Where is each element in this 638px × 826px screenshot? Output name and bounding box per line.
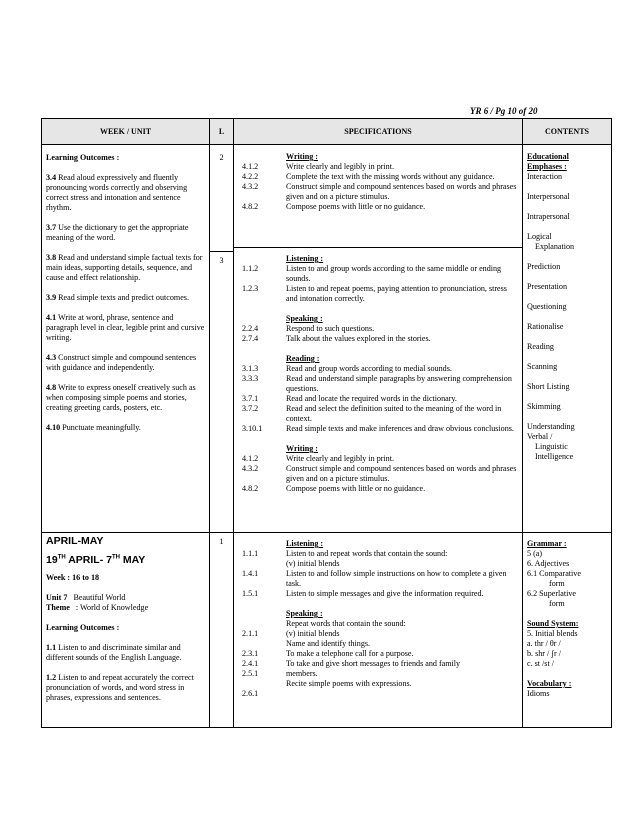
date-end-suffix: TH <box>111 554 120 561</box>
spec-text: Write clearly and legibly in print. <box>286 454 395 463</box>
spec-line <box>238 679 518 689</box>
spec-text: Construct simple and compound sentences based on words and phrases given and on a picture stimulus. <box>286 182 517 201</box>
l-value: 3 <box>210 251 233 266</box>
learning-outcomes-list <box>46 643 205 703</box>
contents-item: Intrapersonal <box>527 212 570 221</box>
spec-text: Talk about the values explored in the stories. <box>286 334 431 343</box>
outcome-text: Read aloud expressively and fluently pronouncing words correctly and observing correct stress and intonation and sentence rhythm. <box>46 173 188 212</box>
spec-text: Listen to and group words according to the same middle or ending sounds. <box>286 264 502 283</box>
grammar-item: form <box>549 579 565 588</box>
spec-text: Read and select the definition suited to the meaning of the word in context. <box>286 404 502 423</box>
spacer <box>527 332 607 342</box>
grammar-item: 6.2 Superlative <box>527 589 577 598</box>
grammar-item: 5 (a) <box>527 549 543 558</box>
contents-item: Logical <box>527 232 552 241</box>
table-row <box>42 533 612 728</box>
sound-system-item: 5. Initial blends <box>527 629 578 638</box>
spec-code: 4.2.2 <box>242 172 259 181</box>
learning-outcome-item <box>46 223 205 243</box>
spec-code: 3.3.3 <box>242 374 259 383</box>
outcome-number: 3.9 <box>46 293 57 302</box>
outcome-text: Write to express oneself creatively such as when composing simple poems and stories, creating greeting cards, posters, etc. <box>46 383 196 412</box>
spacer <box>527 372 607 382</box>
week-range: Week : 16 to 18 <box>46 573 100 582</box>
spec-text: Read and group words according to medial sounds. <box>286 364 452 373</box>
spec-text: Listen to and follow simple instructions on how to complete a given task. <box>286 569 507 588</box>
spacer <box>527 669 607 679</box>
contents-item: Reading <box>527 342 554 351</box>
spec-text: Compose poems with little or no guidance. <box>286 484 426 493</box>
spec-code: 3.10.1 <box>242 424 263 433</box>
spec-skill-heading: Speaking : <box>286 314 323 323</box>
spec-code <box>238 152 286 162</box>
spec-skill-heading: Writing : <box>286 152 318 161</box>
spec-line <box>238 649 518 659</box>
contents-item: Understanding <box>527 422 575 431</box>
spec-text: Write clearly and legibly in print. <box>286 162 395 171</box>
learning-outcome-item <box>46 353 205 373</box>
outcome-text: Punctuate meaningfully. <box>62 423 141 432</box>
spec-code: 2.2.4 <box>242 324 259 333</box>
spec-line <box>238 172 518 182</box>
spec-text: Construct simple and compound sentences based on words and phrases given and on a picture stimulus. <box>286 464 517 483</box>
spec-code <box>238 559 286 569</box>
spec-code: 4.8.2 <box>242 484 259 493</box>
contents-item: Rationalise <box>527 322 564 331</box>
spec-line <box>238 669 518 679</box>
spec-code: 2.5.1 <box>242 669 259 678</box>
spec-line <box>238 284 518 304</box>
date-start-suffix: TH <box>57 554 66 561</box>
outcome-text: Read simple texts and predict outcomes. <box>58 293 189 302</box>
unit-line <box>46 593 205 603</box>
spacer <box>238 344 518 354</box>
l-cell <box>210 145 234 533</box>
spec-line <box>238 364 518 374</box>
spec-code: 4.1.2 <box>242 454 259 463</box>
spec-heading-row <box>238 314 518 324</box>
spec-text: Listen to and repeat poems, paying attention to pronunciation, stress and intonation correctly. <box>286 284 507 303</box>
spec-text: (v) initial blends <box>286 629 340 638</box>
spec-text: Read simple texts and make inferences and draw obvious conclusions. <box>286 424 514 433</box>
learning-outcome-item <box>46 423 205 433</box>
spec-skill-heading: Speaking : <box>286 609 323 618</box>
spec-text: Respond to such questions. <box>286 324 375 333</box>
spec-code: 2.3.1 <box>242 649 259 658</box>
date-end: MAY <box>119 554 146 566</box>
outcome-number: 1.2 <box>46 673 57 682</box>
contents-item: Scanning <box>527 362 558 371</box>
learning-outcomes-heading: Learning Outcomes : <box>46 623 120 632</box>
page-header: YR 6 / Pg 10 of 20 <box>470 106 538 116</box>
spec-code <box>238 609 286 619</box>
sound-system-item: b. shr / ʃr / <box>527 649 561 658</box>
learning-outcome-item <box>46 173 205 213</box>
spec-code: 4.3.2 <box>242 182 259 191</box>
spec-code: 1.1.1 <box>242 549 259 558</box>
col-header-contents: CONTENTS <box>523 119 612 145</box>
contents-item: Short Listing <box>527 382 570 391</box>
sound-system-item: a. thr / θr / <box>527 639 561 648</box>
spec-skill-heading: Writing : <box>286 444 318 453</box>
spacer <box>527 292 607 302</box>
spec-line <box>238 394 518 404</box>
spacer <box>527 609 607 619</box>
spec-line <box>238 639 518 649</box>
spacer <box>238 599 518 609</box>
spec-line <box>238 659 518 669</box>
contents-cell <box>523 145 612 533</box>
spec-line <box>238 454 518 464</box>
contents-item: Presentation <box>527 282 568 291</box>
spec-line <box>238 559 518 569</box>
contents-item: Explanation <box>535 242 575 251</box>
outcome-text: Listen to and discriminate similar and different sounds of the English Language. <box>46 643 182 662</box>
spacer <box>527 352 607 362</box>
contents-item: Intelligence <box>535 452 574 461</box>
spec-heading-row <box>238 152 518 162</box>
unit-label: Unit 7 <box>46 593 68 602</box>
spacer <box>527 182 607 192</box>
spacer <box>527 222 607 232</box>
date-start: 19 <box>46 554 58 566</box>
learning-outcome-item <box>46 673 205 703</box>
spec-text: Read and locate the required words in the dictionary. <box>286 394 457 403</box>
learning-outcome-item <box>46 253 205 283</box>
spec-code <box>238 314 286 324</box>
spec-line <box>238 464 518 484</box>
l-value: 1 <box>210 533 234 728</box>
learning-outcome-item <box>46 383 205 413</box>
grammar-item: 6. Adjectives <box>527 559 570 568</box>
spec-code: 2.1.1 <box>242 629 259 638</box>
specifications-cell <box>234 533 523 728</box>
col-header-l: L <box>210 119 234 145</box>
grammar-heading: Grammar : <box>527 539 567 548</box>
spec-code: 1.5.1 <box>242 589 259 598</box>
spec-line <box>238 202 518 212</box>
spec-code: 3.7.1 <box>242 394 259 403</box>
spacer <box>527 312 607 322</box>
outcome-number: 3.7 <box>46 223 57 232</box>
contents-item: Skimming <box>527 402 561 411</box>
theme-value: : World of Knowledge <box>75 603 149 612</box>
specifications-cell <box>234 145 523 533</box>
spec-text: Listen to and repeat words that contain the sound: <box>286 549 448 558</box>
spec-text: Read and understand simple paragraphs by answering comprehension questions. <box>286 374 512 393</box>
outcome-number: 3.4 <box>46 173 57 182</box>
month-range: APRIL-MAY <box>46 535 104 547</box>
spec-heading-row <box>238 539 518 549</box>
spec-heading-row <box>238 444 518 454</box>
spec-code: 4.8.2 <box>242 202 259 211</box>
spec-line <box>238 182 518 202</box>
outcome-text: Listen to and repeat accurately the correct pronunciation of words, and word stress in phrases, expressions and sentences. <box>46 673 194 702</box>
l-value: 2 <box>219 153 224 162</box>
spec-code: 2.6.1 <box>242 689 259 698</box>
spec-code: 1.4.1 <box>242 569 259 578</box>
outcome-text: Construct simple and compound sentences with guidance and independently. <box>46 353 197 372</box>
outcome-number: 1.1 <box>46 643 57 652</box>
spec-text: To take and give short messages to friends and family <box>286 659 461 668</box>
spacer <box>527 392 607 402</box>
vocabulary-item: Idioms <box>527 689 550 698</box>
spec-line <box>238 162 518 172</box>
spec-code <box>238 619 286 629</box>
spec-skill-heading: Listening : <box>286 254 324 263</box>
spacer <box>238 304 518 314</box>
contents-item: Linguistic <box>535 442 568 451</box>
spec-code <box>238 679 286 689</box>
contents-item: Verbal / <box>527 432 553 441</box>
unit-value: Beautiful World <box>73 593 126 602</box>
spacer <box>238 434 518 444</box>
spec-heading-row <box>238 254 518 264</box>
spec-line <box>238 484 518 494</box>
spec-heading-row <box>238 609 518 619</box>
spec-code: 4.1.2 <box>242 162 259 171</box>
spec-heading-row <box>238 354 518 364</box>
grammar-item: form <box>549 599 565 608</box>
learning-outcome-item <box>46 643 205 663</box>
spec-line <box>238 404 518 424</box>
spec-text: Complete the text with the missing words without any guidance. <box>286 172 495 181</box>
contents-item: Prediction <box>527 262 561 271</box>
spec-text: (v) initial blends <box>286 559 340 568</box>
spec-code: 1.2.3 <box>242 284 259 293</box>
date-range <box>46 554 205 567</box>
outcome-number: 4.1 <box>46 313 57 322</box>
spec-code: 3.7.2 <box>242 404 259 413</box>
outcome-text: Read and understand simple factual texts for main ideas, supporting details, sequence, and cause and effect relationship. <box>46 253 203 282</box>
spec-code <box>238 254 286 264</box>
spec-text: Recite simple poems with expressions. <box>286 679 412 688</box>
date-middle: APRIL- 7 <box>65 554 112 566</box>
spec-block-skills <box>234 247 522 494</box>
spec-text <box>286 689 518 699</box>
week-unit-cell <box>42 533 210 728</box>
theme-line <box>46 603 205 613</box>
contents-heading: Emphases : <box>527 162 567 171</box>
spacer <box>527 252 607 262</box>
spec-code <box>238 354 286 364</box>
spec-code: 3.1.3 <box>242 364 259 373</box>
learning-outcomes-heading: Learning Outcomes : <box>46 153 120 162</box>
spec-line <box>238 334 518 344</box>
learning-outcomes-list <box>46 173 205 433</box>
col-header-spec: SPECIFICATIONS <box>234 119 523 145</box>
spec-skill-heading: Reading : <box>286 354 320 363</box>
spec-line <box>238 589 518 599</box>
learning-outcome-item <box>46 313 205 343</box>
spec-text: Name and identify things. <box>286 639 371 648</box>
spec-text: To make a telephone call for a purpose. <box>286 649 414 658</box>
spec-code: 2.7.4 <box>242 334 259 343</box>
outcome-number: 4.3 <box>46 353 57 362</box>
sound-system-item: c. st /st / <box>527 659 554 668</box>
outcome-number: 3.8 <box>46 253 57 262</box>
spec-code: 4.3.2 <box>242 464 259 473</box>
contents-item: Interpersonal <box>527 192 570 201</box>
contents-cell <box>523 533 612 728</box>
spec-line <box>238 264 518 284</box>
spec-code <box>238 444 286 454</box>
spacer <box>527 202 607 212</box>
learning-outcome-item <box>46 293 205 303</box>
spec-line <box>238 619 518 629</box>
spec-line <box>238 324 518 334</box>
spec-block-writing <box>234 145 522 247</box>
spec-text: Repeat words that contain the sound: <box>286 619 406 628</box>
contents-heading: Educational <box>527 152 569 161</box>
spec-line <box>238 424 518 434</box>
spec-skill-heading: Listening : <box>286 539 324 548</box>
spec-line <box>238 549 518 559</box>
spacer <box>527 272 607 282</box>
spec-code: 1.1.2 <box>242 264 259 273</box>
header-row <box>42 119 612 145</box>
spec-text: Listen to simple messages and give the information required. <box>286 589 484 598</box>
spec-code <box>238 539 286 549</box>
spec-code: 2.4.1 <box>242 659 259 668</box>
week-unit-cell <box>42 145 210 533</box>
spec-line <box>238 689 518 699</box>
col-header-week: WEEK / UNIT <box>42 119 210 145</box>
contents-item: Interaction <box>527 172 563 181</box>
outcome-text: Use the dictionary to get the appropriate meaning of the word. <box>46 223 189 242</box>
spacer <box>527 412 607 422</box>
contents-item: Questioning <box>527 302 567 311</box>
outcome-number: 4.8 <box>46 383 57 392</box>
spec-line <box>238 374 518 394</box>
grammar-item: 6.1 Comparative <box>527 569 581 578</box>
sound-system-heading: Sound System: <box>527 619 579 628</box>
outcome-text: Write at word, phrase, sentence and paragraph level in clear, legible print and cursive writing. <box>46 313 205 342</box>
theme-label: Theme <box>46 603 70 612</box>
spec-text: Compose poems with little or no guidance. <box>286 202 426 211</box>
outcome-number: 4.10 <box>46 423 61 432</box>
spec-line <box>238 629 518 639</box>
spec-text: members. <box>286 669 318 678</box>
scheme-of-work-table <box>41 118 612 728</box>
spec-line <box>238 569 518 589</box>
table-row <box>42 145 612 533</box>
vocabulary-heading: Vocabulary : <box>527 679 572 688</box>
spec-code <box>238 639 286 649</box>
